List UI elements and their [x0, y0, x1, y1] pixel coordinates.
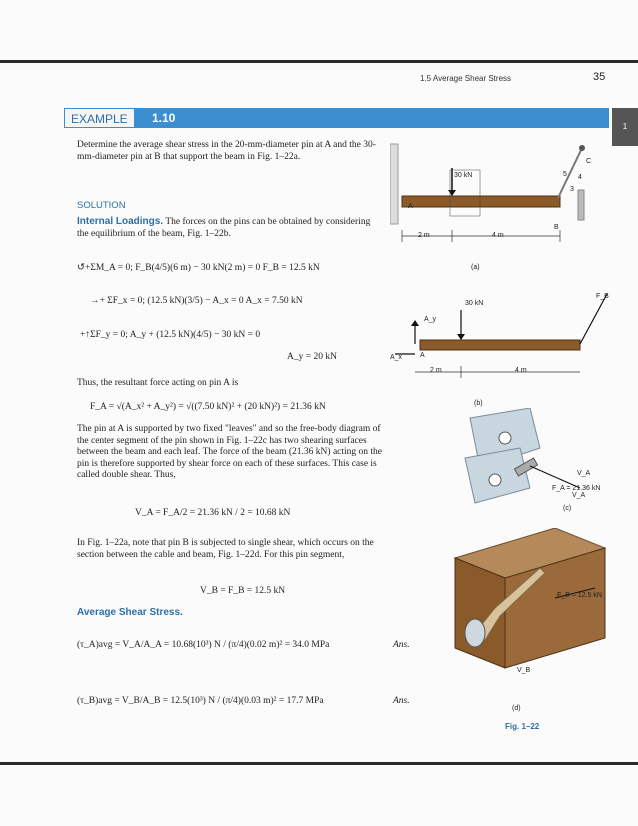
force-ay-head — [411, 320, 419, 326]
average-shear-heading: Average Shear Stress. — [77, 607, 183, 618]
equation-tau-a: (τ_A)avg = V_A/A_A = 10.68(10³) N / (π/4)(0.02 m)² = 34.0 MPa — [77, 640, 330, 650]
fig-a-label: (a) — [471, 264, 480, 271]
pin-b-d — [465, 619, 485, 647]
fig-c-fa: F_A = 21.36 kN — [552, 485, 601, 492]
answer-marker-a: Ans. — [393, 640, 410, 650]
figure-b — [385, 282, 610, 392]
example-number: 1.10 — [152, 111, 176, 125]
load-arrowhead-a — [448, 190, 456, 196]
fig-a-a: A — [408, 203, 413, 210]
internal-loadings-heading: Internal Loadings. — [77, 216, 164, 227]
fig-b-ay: A_y — [424, 316, 437, 323]
equation-sum-fy: +↑ΣF_y = 0; A_y + (12.5 kN)(4/5) − 30 kN = 0 — [80, 330, 261, 340]
thus-text: Thus, the resultant force acting on pin A is — [77, 378, 239, 388]
post-b — [578, 190, 584, 220]
equation-vb: V_B = F_B = 12.5 kN — [200, 586, 286, 596]
bottom-rule — [0, 762, 638, 765]
equation-tau-b: (τ_B)avg = V_B/A_B = 12.5(10³) N / (π/4)(0.03 m)² = 17.7 MPa — [77, 696, 324, 706]
fig-a-tri-4: 4 — [578, 174, 582, 181]
fig-a-b: B — [554, 224, 559, 231]
equation-moment: ↺+ΣM_A = 0; F_B(4/5)(6 m) − 30 kN(2 m) = 0 F_B = 12.5 kN — [77, 263, 320, 273]
beam-b — [420, 340, 580, 350]
fig-d-vb: V_B — [517, 667, 531, 674]
fig-b-load: 30 kN — [465, 300, 484, 307]
pin-c — [579, 145, 585, 151]
beam-a — [402, 196, 560, 207]
wall-support-a — [390, 144, 398, 224]
fig-c-v1: V_A — [577, 470, 591, 477]
equation-va: V_A = F_A/2 = 21.36 kN / 2 = 10.68 kN — [135, 508, 291, 518]
fig-c-label: (c) — [563, 505, 572, 512]
fig-b-ax: A_x — [390, 354, 403, 361]
fig-b-label: (b) — [474, 400, 483, 407]
pin-hole-upper — [499, 432, 511, 444]
answer-marker-b: Ans. — [393, 696, 410, 706]
force-fb-line — [580, 294, 607, 344]
fig-d-fb: F_B = 12.5 kN — [557, 592, 602, 599]
equation-sum-fx: →+ ΣF_x = 0; (12.5 kN)(3/5) − A_x = 0 A_x = 7.50 kN — [90, 296, 303, 306]
top-rule — [0, 60, 638, 63]
equation-ay: A_y = 20 kN — [287, 352, 337, 362]
fig-a-tri-3: 3 — [570, 186, 574, 193]
figure-caption: Fig. 1–22 — [505, 722, 540, 731]
page-number: 35 — [593, 71, 606, 83]
figure-a — [390, 134, 605, 274]
chapter-tab: 1 — [612, 108, 638, 146]
fig-a-tri-5: 5 — [563, 171, 567, 178]
fig-b-fb: F_B — [596, 293, 609, 300]
figure-c — [460, 408, 610, 518]
equation-resultant: F_A = √(A_x² + A_y²) = √((7.50 kN)² + (20 kN)²) = 21.36 kN — [90, 402, 326, 412]
fig-a-c: C — [586, 158, 592, 165]
double-shear-para: The pin at A is supported by two fixed "leaves" and so the free-body diagram of the center segment of the pin shown in Fig. 1–22c has two shearing surfaces between the beam and each leaf. The force of the beam (21.36 kN) acting on the pin is therefore supported by shear force on each of these surfaces. This case is called double shear. Thus, — [77, 424, 383, 480]
example-label: EXAMPLE — [64, 108, 135, 128]
fig-d-label: (d) — [512, 705, 521, 712]
running-header: 1.5 Average Shear Stress — [420, 74, 512, 83]
fig-a-load: 30 kN — [454, 172, 473, 179]
single-shear-para: In Fig. 1–22a, note that pin B is subjected to single shear, which occurs on the section between the cable and beam, Fig. 1–22d. For this pin segment, — [77, 538, 374, 560]
fig-a-dim2: 4 m — [492, 232, 504, 239]
internal-loadings-text: The forces on the pins can be obtained by considering the equilibrium of the beam, Fig. 1–22b. — [77, 217, 371, 239]
fig-b-dim2: 4 m — [515, 367, 527, 374]
problem-statement: Determine the average shear stress in the 20-mm-diameter pin at A and the 30-mm-diameter pin at B that support the beam in Fig. 1–22a. — [77, 140, 376, 162]
load-arrowhead-b — [457, 334, 465, 340]
fig-b-a: A — [420, 352, 425, 359]
fig-c-v2: V_A — [572, 492, 586, 499]
solution-heading: SOLUTION — [77, 200, 126, 211]
pin-hole-lower — [489, 474, 501, 486]
fig-a-dim1: 2 m — [418, 232, 430, 239]
fig-b-dim1: 2 m — [430, 367, 442, 374]
internal-loadings-para — [77, 216, 382, 240]
